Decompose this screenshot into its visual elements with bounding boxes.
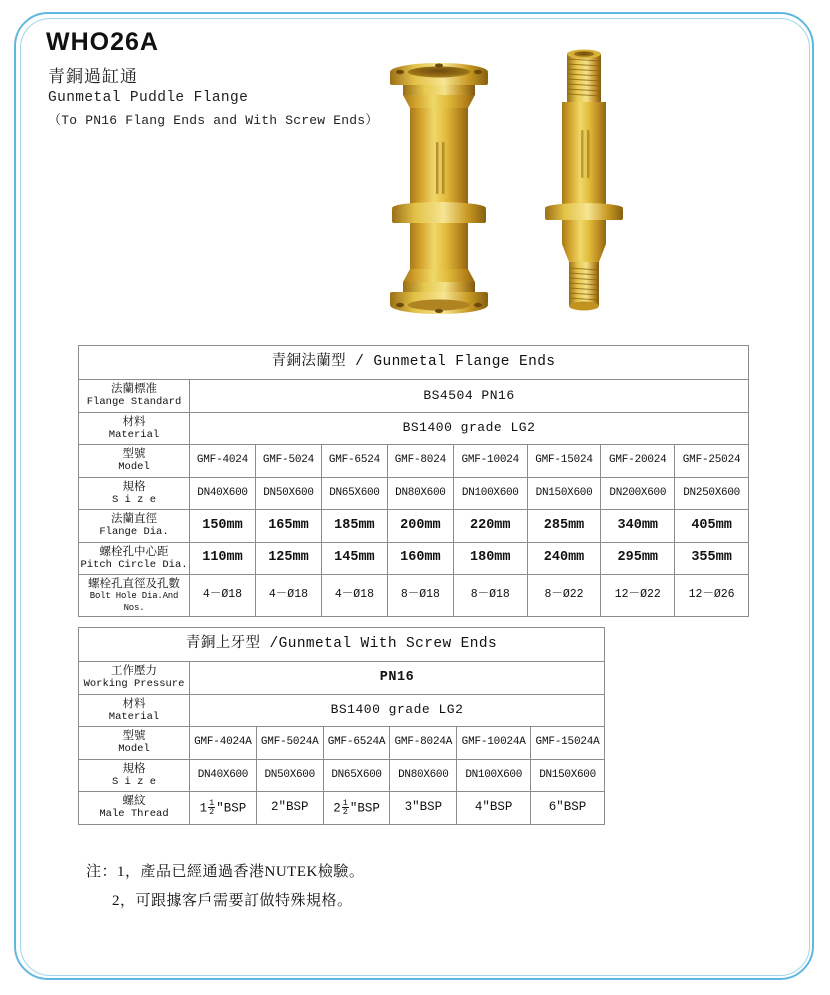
row-label-en: Material <box>108 428 160 441</box>
row-label-cn: 規格 <box>122 480 146 493</box>
row-label-en: Working Pressure <box>83 678 185 691</box>
flange-standard-value: BS4504 PN16 <box>190 380 749 413</box>
table-cell: DN100X600 <box>453 477 527 510</box>
table-cell: GMF-6524 <box>321 445 387 478</box>
table-cell: GMF-8024 <box>387 445 453 478</box>
row-label-cn: 工作壓力 <box>111 665 157 677</box>
table-cell: 180mm <box>453 542 527 575</box>
row-label-en: Flange Standard <box>86 396 182 409</box>
row-label-cn: 型號 <box>122 730 146 742</box>
row-header-model <box>79 727 190 760</box>
row-label-en: Model <box>118 743 150 756</box>
table-cell: 145mm <box>321 542 387 575</box>
notes-block <box>86 858 726 917</box>
table-cell: 185mm <box>321 510 387 543</box>
table-row <box>79 510 749 543</box>
product-subtitle: （To PN16 Flang Ends and With Screw Ends） <box>48 113 379 128</box>
row-label-cn: 規格 <box>122 762 146 775</box>
table-cell: GMF-5024A <box>256 727 323 760</box>
table-cell: 3"BSP <box>390 792 457 825</box>
row-label-cn: 螺栓孔直徑及孔數 <box>88 578 180 590</box>
row-label-en: Male Thread <box>99 808 169 821</box>
product-title-chinese: 青銅過缸通 <box>48 67 138 86</box>
row-header-material <box>79 694 190 727</box>
puddle-flange-illustration <box>370 30 670 320</box>
table-row <box>79 542 749 575</box>
row-label-en: Pitch Circle Dia. <box>80 558 188 571</box>
table-title-row <box>79 346 749 380</box>
table-row <box>79 575 749 617</box>
table-cell: GMF-20024 <box>601 445 675 478</box>
fraction-one-half: $\frac{1}{2}$ <box>209 797 215 818</box>
table-row <box>79 662 605 695</box>
row-header-working-pressure <box>79 662 190 695</box>
table-cell: 160mm <box>387 542 453 575</box>
table-cell: DN250X600 <box>675 477 749 510</box>
table-row <box>79 727 605 760</box>
row-label-en: S i z e <box>111 493 157 506</box>
table-cell: 150mm <box>190 510 256 543</box>
row-label-en: S i z e <box>111 775 157 788</box>
row-label-cn: 材料 <box>122 697 146 710</box>
table-cell: DN40X600 <box>190 759 257 792</box>
table-cell: GMF-10024A <box>457 727 531 760</box>
screw-ends-table <box>78 627 605 825</box>
table-cell: GMF-8024A <box>390 727 457 760</box>
table-row <box>79 445 749 478</box>
material-value: BS1400 grade LG2 <box>190 694 605 727</box>
table-cell: 405mm <box>675 510 749 543</box>
table-cell: DN50X600 <box>255 477 321 510</box>
row-header-flange-dia <box>79 510 190 543</box>
table-cell: DN40X600 <box>190 477 256 510</box>
table-cell: 240mm <box>527 542 601 575</box>
table-cell: 340mm <box>601 510 675 543</box>
table-row <box>79 412 749 445</box>
product-code: WHO26A <box>46 28 159 56</box>
table-cell: 285mm <box>527 510 601 543</box>
table-cell: 4－Ø18 <box>255 575 321 617</box>
table-cell: 1 $\frac{1}{2}$ ″BSP <box>190 792 257 825</box>
table-cell: 125mm <box>255 542 321 575</box>
row-label-cn: 材料 <box>122 415 146 428</box>
row-header-male-thread <box>79 792 190 825</box>
table-cell: 8－Ø18 <box>387 575 453 617</box>
row-label-cn: 法蘭直徑 <box>111 513 157 525</box>
row-label-cn: 螺栓孔中心距 <box>99 545 169 558</box>
table-row <box>79 792 605 825</box>
row-label-en: Model <box>118 461 150 474</box>
table-row <box>79 477 749 510</box>
table-cell: DN200X600 <box>601 477 675 510</box>
table-cell: DN65X600 <box>323 759 390 792</box>
table-cell: 8－Ø22 <box>527 575 601 617</box>
table-cell: 295mm <box>601 542 675 575</box>
fraction-one-half: $\frac{1}{2}$ <box>342 797 348 818</box>
row-header-size <box>79 759 190 792</box>
table-cell: 220mm <box>453 510 527 543</box>
product-photo <box>370 30 670 320</box>
table-cell: 2 $\frac{1}{2}$ ″BSP <box>323 792 390 825</box>
table-cell: 200mm <box>387 510 453 543</box>
table-cell: 12－Ø26 <box>675 575 749 617</box>
row-header-size <box>79 477 190 510</box>
table-cell: DN50X600 <box>256 759 323 792</box>
row-header-flange-standard <box>79 380 190 413</box>
table-row <box>79 694 605 727</box>
table-cell: DN150X600 <box>527 477 601 510</box>
row-header-pitch-circle-dia <box>79 542 190 575</box>
row-label-en: Material <box>108 710 160 723</box>
table-cell: 2"BSP <box>256 792 323 825</box>
table-cell: 12－Ø22 <box>601 575 675 617</box>
table-cell: DN80X600 <box>390 759 457 792</box>
row-label-cn: 型號 <box>122 448 146 460</box>
note-line-2: 2，可跟據客戶需要訂做特殊規格。 <box>112 893 353 910</box>
material-value: BS1400 grade LG2 <box>190 412 749 445</box>
table-cell: 355mm <box>675 542 749 575</box>
working-pressure-value: PN16 <box>190 662 605 695</box>
table-cell: 8－Ø18 <box>453 575 527 617</box>
table-cell: GMF-15024A <box>531 727 605 760</box>
row-header-material <box>79 412 190 445</box>
table-cell: GMF-25024 <box>675 445 749 478</box>
screw-table-title: 青銅上牙型 /Gunmetal With Screw Ends <box>79 628 605 662</box>
row-label-cn: 螺紋 <box>122 795 146 807</box>
row-header-bolt-hole <box>79 575 190 617</box>
table-cell: GMF-4024 <box>190 445 256 478</box>
flange-table-title: 青銅法蘭型 / Gunmetal Flange Ends <box>79 346 749 380</box>
note-line-1: 注：1，產品已經通過香港NUTEK檢驗。 <box>86 864 365 880</box>
row-label-cn: 法蘭標准 <box>111 383 157 395</box>
table-row <box>79 380 749 413</box>
row-label-en: Bolt Hole Dia.And Nos. <box>89 591 179 613</box>
table-row <box>79 759 605 792</box>
table-cell: GMF-15024 <box>527 445 601 478</box>
table-cell: 165mm <box>255 510 321 543</box>
flange-ends-table <box>78 345 749 617</box>
table-cell: DN65X600 <box>321 477 387 510</box>
table-cell: DN80X600 <box>387 477 453 510</box>
table-cell: DN100X600 <box>457 759 531 792</box>
product-header <box>46 28 406 128</box>
table-cell: GMF-6524A <box>323 727 390 760</box>
table-cell: 6"BSP <box>531 792 605 825</box>
row-header-model <box>79 445 190 478</box>
table-cell: GMF-4024A <box>190 727 257 760</box>
table-title-row <box>79 628 605 662</box>
table-cell: 110mm <box>190 542 256 575</box>
table-cell: GMF-5024 <box>255 445 321 478</box>
table-cell: GMF-10024 <box>453 445 527 478</box>
table-cell: 4－Ø18 <box>190 575 256 617</box>
row-label-en: Flange Dia. <box>99 526 169 539</box>
table-cell: DN150X600 <box>531 759 605 792</box>
table-cell: 4"BSP <box>457 792 531 825</box>
table-cell: 4－Ø18 <box>321 575 387 617</box>
product-title-english: Gunmetal Puddle Flange <box>48 90 249 106</box>
